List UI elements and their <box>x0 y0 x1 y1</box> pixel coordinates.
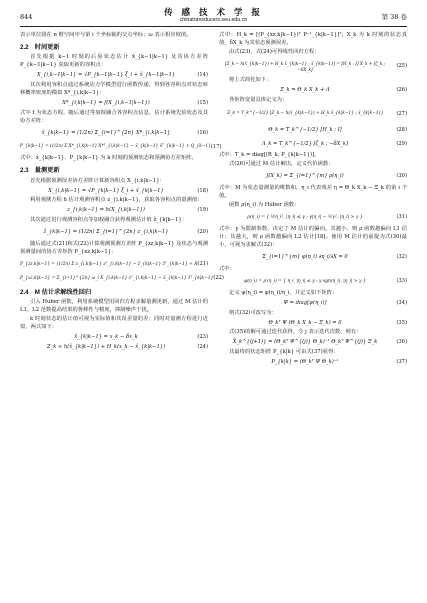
section-heading: 2.2 时间更新 <box>20 43 60 51</box>
running-header <box>20 6 407 27</box>
equation-body: X_{i,k−1|k−1} = √P_{k−1|k−1} ξ_i + x̂_{k−1|k−1} <box>36 72 176 79</box>
equation-number: (23) <box>197 334 208 341</box>
equation-body: ρ(η_i) = { ½η_i², |η_i| ≤ γ ; γ|η_i| − ½γ², |η_i| > γ } <box>247 214 363 220</box>
equation-number: (24) <box>197 343 208 350</box>
equation-body: Ψ = diag[ψ(η_i)] <box>283 299 327 306</box>
paragraph: 将上式简化如下： <box>229 76 272 83</box>
equation-23 <box>20 334 208 342</box>
right-column <box>219 32 407 369</box>
paragraph: 各矩阵变量具体定义为： <box>229 96 288 103</box>
equation-25 <box>219 59 407 75</box>
paragraph: 式中：M 为状态量测量的维数和，η_i 代表残差 η = Θ_k X_k − Ξ_k 的第 i 个值。 <box>219 185 407 200</box>
paragraph: 定义 ψ(η_i) = φ(η_i)/η_i，并定义如下矩阵： <box>229 289 338 296</box>
equation-body: P_{k|k} = (Θ_kᵀ Ψ Θ_k)⁻¹ <box>271 359 339 366</box>
equation-32 <box>219 252 407 264</box>
section-heading: 2.3 量测更新 <box>20 167 60 175</box>
paragraph: 式中：γ 为限制参数，决定了 M 估计的偏向。其越小，则 ρ 函数越偏向 L1 估计；其越大，则 ρ 函数越偏向 L2 估计[18]。使用 M 估计的前提为式(30)最小，可视为求解式(32)： <box>219 226 407 249</box>
equation-body: P_{zz,k|k−1} = (1/2n) Σ z_{i,k|k−1} zᵀ_{i,k|k−1} − ẑ_{k|k−1} ẑᵀ_{k|k−1} + R <box>20 261 198 267</box>
equation-33 <box>219 276 407 288</box>
paragraph: 其次通过进行观测容积点等加权融合获得观测估计值 ẑ_{k|k−1}： <box>30 217 188 224</box>
equation-number: (35) <box>396 319 407 326</box>
paragraph: 式中：T_k = diag[(R_k, P_{k|k−1})]。 <box>219 152 320 159</box>
equation-number: (34) <box>396 299 407 306</box>
equation-body: x̂_{k|k−1} = x_k − δx_k <box>74 334 138 341</box>
equation-number: (19) <box>197 207 208 214</box>
equation-body: Ξ_k = Θ_k X_k + Λ <box>280 86 330 93</box>
paragraph: 式(35)的解可通过迭代获得，令 j 表示迭代次数，则有： <box>229 329 362 336</box>
equation-27 <box>219 106 407 122</box>
equation-number: (33) <box>396 278 407 285</box>
equation-body: Z_k ≈ h(x̂_{k|k−1}) + H_k(x_k − x̂_{k|k−1}) <box>46 343 166 350</box>
paragraph: 首先根据预测误差协方差阵计算新容积点 X_{i,k|k−1}： <box>30 177 165 184</box>
equation-20 <box>20 227 208 239</box>
equation-body: Ξ_k = T_k^{−1/2} [Z_k − h(x̂_{k|k−1}) + H_k x̂_{k|k−1} ; x̂_{k|k−1}] <box>227 111 383 117</box>
equation-body: X_{i,k|k−1} = √P_{k|k−1} ξ_i + x̂_{k|k−1} <box>48 187 164 194</box>
equation-22 <box>20 273 224 285</box>
equation-number: (17) <box>210 143 222 150</box>
equation-body: Θ_k = T_k^{−1/2} [H_k ; I] <box>268 126 342 133</box>
journal-title: 传 感 技 术 学 报 <box>164 8 263 18</box>
equation-19 <box>20 207 208 215</box>
paragraph: 则式(32)可改写为： <box>229 309 277 316</box>
paragraph: 式(26)可通过 M 估计解出，定义代价函数： <box>229 161 334 168</box>
paragraph: 利用观测方程 h 估计观测容积点 z_{i,k|k−1}，获取各容积点的量测值： <box>30 197 203 204</box>
equation-number: (21) <box>197 261 209 268</box>
paragraph: 首先根据 k−1 时刻的后验状态估计 x̂_{k−1|k−1} 及其协方差阵 P_{k−1|k−1} 获取更新的容积点： <box>20 54 208 69</box>
equation-number: (29) <box>396 140 407 147</box>
paragraph: 函数 ρ(η_i) 为 Huber 函数： <box>229 202 300 209</box>
equation-28 <box>219 124 407 136</box>
equation-body: P_{k|k−1} = (1/2n) Σ X*_{i,k|k−1} X*ᵀ_{i,k|k−1} − x̂_{k|k−1} x̂ᵀ_{k|k−1} + Q_{k−1} <box>20 144 211 150</box>
equation-35 <box>219 320 407 328</box>
volume-label: 第 38 卷 <box>381 13 407 22</box>
equation-body: [Z_k − h(x̂_{k|k−1}) + H_k x̂_{k|k−1} ; x̂_{k|k−1}] = [H_k ; I] X_k + [ζ_k ; −δX_k] <box>225 60 385 72</box>
equation-26 <box>219 87 407 95</box>
equation-number: (37) <box>396 359 407 366</box>
paragraph: 由式(23)、式(24)可得线性回归方程： <box>229 48 320 55</box>
section-heading: 2.4 M 估计求解线性回归 <box>20 288 92 296</box>
equation-number: (30) <box>396 173 407 180</box>
equation-number: (20) <box>197 229 208 236</box>
paragraph: 式中 f 为状态方程。随后通过等加权融合各容积点信息，估计系统先验状态及其协方差阵： <box>20 109 208 124</box>
equation-number: (31) <box>396 214 407 221</box>
equation-body: x̂_{k|k−1} = (1/2n) Σ_{i=1}^{2n} X*_{i,k|k−1} <box>41 129 171 136</box>
equation-21 <box>20 259 208 271</box>
page-number: 844 <box>20 13 33 22</box>
equation-number: (15) <box>197 99 208 106</box>
equation-body: X̂_k^{(j+1)} = (Θ_kᵀ Ψ^{(j)} Θ_k)⁻¹ Θ_kᵀ Ψ^{(j)} Ξ_k <box>232 339 378 346</box>
equation-number: (18) <box>197 187 208 194</box>
equation-31 <box>219 212 407 224</box>
equation-34 <box>219 300 407 308</box>
left-column <box>20 32 224 354</box>
equation-body: φ(η_i) = ρ′(η_i) = { η_i, |η_i| ≤ γ ; γ sgn(η_i), |η_i| > γ } <box>244 278 366 284</box>
equation-16 <box>20 127 208 139</box>
equation-number: (28) <box>396 126 407 133</box>
equation-29 <box>219 138 407 150</box>
paragraph: 式中： <box>219 265 235 272</box>
equation-36 <box>219 339 407 347</box>
equation-number: (16) <box>197 129 208 136</box>
paragraph: 式中：H_k = [(P_{xz,k|k−1})ᵀ P⁻¹_{k|k−1}]ᵀ；X_k 为 k 时刻的状态真值，δX_k 为其状态预测误差。 <box>219 32 407 46</box>
equation-number: (32) <box>396 254 407 261</box>
equation-body: J(X_k) = Σ_{i=1}^{m} ρ(η_i) <box>266 173 344 180</box>
paragraph: 随后通过式(21)和式(22)计算观测预测方差阵 P_{zz,k|k−1} 及状态与观测预测量间的协方差矩阵 P_{xz,k|k−1}： <box>20 241 208 256</box>
equation-15 <box>20 100 208 108</box>
paragraph: 式中：x̂_{k|k−1}、P_{k|k−1} 为 k 时刻的预测状态和预测协方差矩阵。 <box>20 155 197 162</box>
equation-number: (27) <box>396 110 407 117</box>
equation-number: (22) <box>213 275 224 282</box>
equation-17 <box>20 141 222 153</box>
equation-24 <box>20 344 208 352</box>
equation-body: Θ_kᵀ Ψ (Θ_k X_k − Ξ_k) = 0 <box>268 319 342 326</box>
equation-body: z_{i,k|k−1} = h(X_{i,k|k−1}) <box>67 207 145 214</box>
equation-body: Λ_k = T_k^{−1/2} [ζ_k ; −δX_k] <box>261 140 349 147</box>
equation-18 <box>20 188 208 196</box>
paragraph: 其最终的状态矩阵 P_{k|k} 可由式(37)获得： <box>229 349 339 356</box>
equation-body: P_{xz,k|k−1} = Σ_{i=1}^{2n} ω_i X_{i,k|k−1} zᵀ_{i,k|k−1} − x̂_{k|k−1} ẑᵀ_{k|k−1} <box>20 275 214 281</box>
paragraph: 表示单位圆在 n 维空间中与第 i 个坐标轴的交点坐标；ω 表示相应权值。 <box>20 32 192 38</box>
equation-14 <box>20 72 208 80</box>
equation-number: (26) <box>396 86 407 93</box>
equation-body: Σ_{i=1}^{m} φ(η_i) ∂η_i/∂X = 0 <box>262 254 348 261</box>
equation-number: (14) <box>197 72 208 79</box>
paragraph: 其次利用容积点通过系统动力学模型进行函数传递，得到各容积点对状态转移概率密度的模拟 X*_{i,k|k−1}： <box>20 81 208 96</box>
equation-number: (36) <box>396 339 407 346</box>
journal-url: chinatransducers.seu.edu.cn <box>179 17 248 23</box>
equation-body: ẑ_{k|k−1} = (1/2n) Σ_{i=1}^{2n} z_{i,k|k−1} <box>43 229 169 236</box>
paragraph: k 时刻状态的估计值可视为实际值和其误差量的差；同时对量测方程进行近似，两式如下： <box>20 316 208 331</box>
equation-37 <box>219 359 407 367</box>
paragraph: 引入 Huber 函数，利用系统模型用回归方程求解量测更新，通过 M 估计的 L1、L2 范数提高结果的鲁棒性与精度，抑制噪声干扰。 <box>20 299 208 314</box>
equation-number: (25) <box>396 62 407 69</box>
equation-30 <box>219 171 407 183</box>
equation-body: X*_{i,k|k−1} = f(X_{i,k−1|k−1}) <box>62 99 150 106</box>
